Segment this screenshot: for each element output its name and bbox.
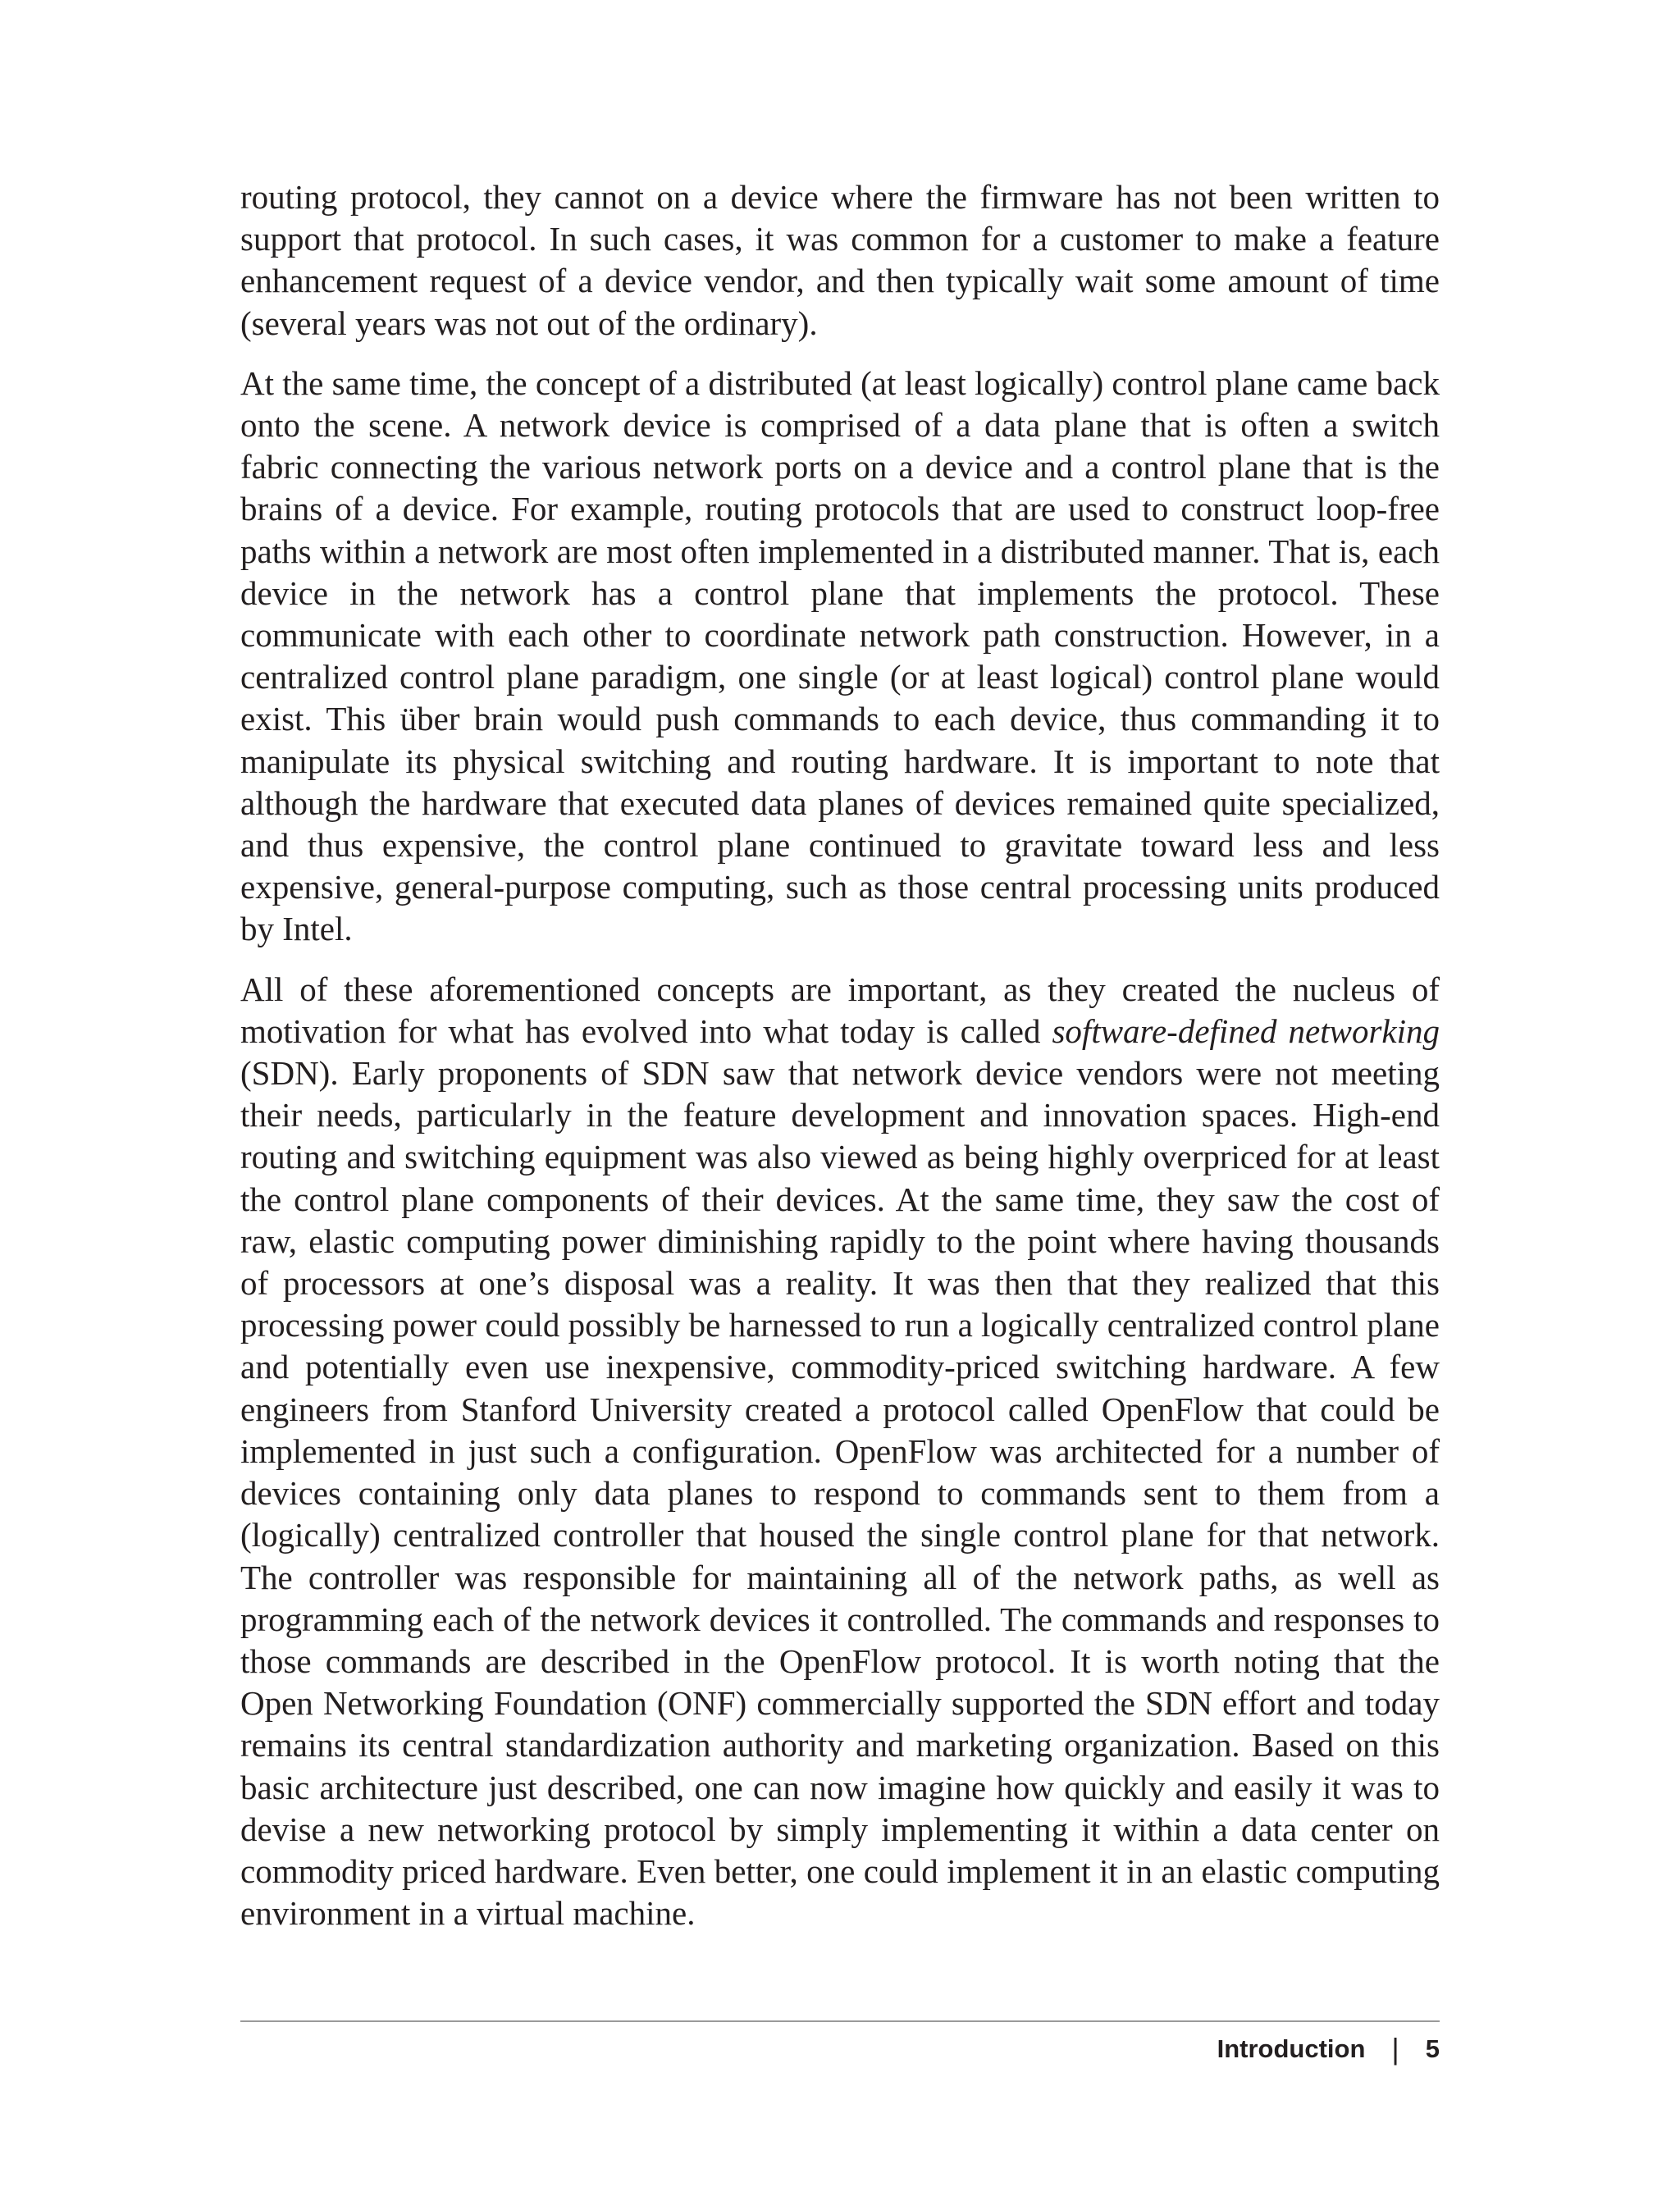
- footer-section-title: Introduction: [1217, 2034, 1366, 2063]
- body-text: [240, 176, 1440, 1952]
- page-number: 5: [1425, 2034, 1440, 2063]
- paragraph-3-before: All of these aforementioned concepts are important, as they created the nucleus of motivation for what has evolved into what today is called: [240, 970, 1440, 1050]
- paragraph-3-after: (SDN). Early proponents of SDN saw that network device vendors were not meeting their needs, particularly in the feature development and innovation spaces. High-end routing and switching equipment was also viewed as being highly overpriced for at least the control plane components of their devices. At the same time, they saw the cost of raw, elastic computing power diminishing rapidly to the point where having thousands of processors at one’s disposal was a reality. It was then that they realized that this processing power could possibly be harnessed to run a logically centralized control plane and potentially even use inexpensive, commodity-priced switching hardware. A few engineers from Stanford University created a protocol called OpenFlow that could be implemented in just such a configuration. OpenFlow was architected for a number of devices containing only data planes to respond to commands sent to them from a (logically) centralized controller that housed the single control plane for that network. The controller was responsible for maintaining all of the network paths, as well as programming each of the network devices it controlled. The commands and responses to those commands are described in the OpenFlow protocol. It is worth noting that the Open Networking Foundation (ONF) commercially supported the SDN effort and today remains its central standardization authority and marketing organization. Based on this basic architecture just described, one can now imagine how quickly and easily it was to devise a new networking protocol by simply implementing it within a data center on commodity priced hardware. Even better, one could implement it in an elastic computing environment in a virtual machine.: [240, 1054, 1440, 1933]
- footer-rule: [240, 2020, 1440, 2022]
- footer-separator: |: [1391, 2032, 1399, 2066]
- paragraph-3: [240, 969, 1440, 1935]
- paragraph-2: At the same time, the concept of a distributed (at least logically) control plane came back onto the scene. A network device is comprised of a data plane that is often a switch fabric connecting the various network ports on a device and a control plane that is the brains of a device. For example, routing protocols that are used to construct loop-free paths within a network are most often implemented in a distributed manner. That is, each device in the network has a control plane that implements the protocol. These communicate with each other to coordinate network path construction. However, in a centralized control plane paradigm, one single (or at least logical) control plane would exist. This über brain would push commands to each device, thus commanding it to manipulate its physical switching and routing hardware. It is important to note that although the hardware that executed data planes of devices remained quite specialized, and thus expensive, the control plane continued to gravitate toward less and less expensive, general-purpose computing, such as those central processing units produced by Intel.: [240, 363, 1440, 948]
- running-footer: [1217, 2031, 1440, 2067]
- paragraph-1: routing protocol, they cannot on a device where the firmware has not been written to support that protocol. In such cases, it was common for a customer to make a feature enhancement request of a device vendor, and then typically wait some amount of time (several years was not out of the ordinary).: [240, 178, 1440, 342]
- paragraph-3-emphasis: software-defined networking: [1052, 1011, 1440, 1050]
